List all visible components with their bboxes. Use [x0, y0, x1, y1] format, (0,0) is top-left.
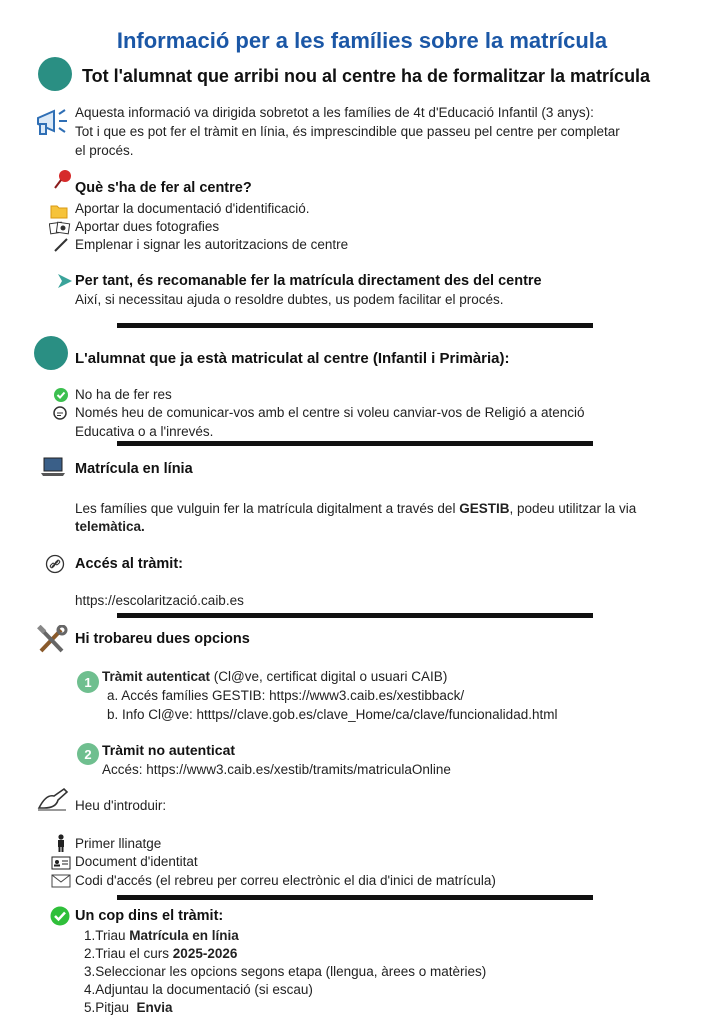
list-item: Document d'identitat — [75, 854, 198, 869]
envelope-icon — [51, 874, 71, 888]
pen-icon — [53, 237, 69, 253]
enter-label: Heu d'introduir: — [75, 798, 167, 813]
list-item: Emplenar i signar les autoritzacions de centre — [75, 237, 349, 252]
link-icon — [45, 554, 65, 574]
communicate-text-2: Educativa o a l'inrevés. — [75, 424, 214, 439]
intro-text-3: el procés. — [75, 143, 134, 158]
divider — [117, 323, 593, 328]
chat-icon — [52, 405, 68, 421]
step-item: 1.Triau Matrícula en línia — [84, 928, 239, 943]
list-item: Aportar dues fotografies — [75, 219, 220, 234]
inside-heading: Un cop dins el tràmit: — [75, 908, 224, 924]
step-item: 5.Pitjau Envia — [84, 1000, 173, 1015]
step-item: 3.Seleccionar les opcions segons etapa (llengua, àrees o matèries) — [84, 964, 487, 979]
option-number-badge: 1 — [77, 671, 99, 693]
online-text-2: telemàtica. — [75, 519, 145, 534]
person-icon — [55, 834, 67, 852]
page-title: Informació per a les famílies sobre la matrícula — [116, 28, 608, 53]
intro-text-1: Aquesta informació va dirigida sobretot a les famílies de 4t d'Educació Infantil (3 anys): — [75, 105, 594, 120]
step-item: 2.Triau el curs 2025-2026 — [84, 946, 238, 961]
online-heading: Matrícula en línia — [75, 461, 193, 477]
section-marker-circle — [34, 336, 68, 370]
photos-icon — [49, 220, 71, 236]
intro-text-2: Tot i que es pot fer el tràmit en línia, és imprescindible que passeu pel centre per completar — [75, 124, 620, 139]
no-action-text: No ha de fer res — [75, 387, 172, 402]
what-heading: Què s'ha de fer al centre? — [75, 180, 252, 196]
divider — [117, 613, 593, 618]
section1-heading: Tot l'alumnat que arribi nou al centre ha de formalitzar la matrícula — [82, 66, 651, 86]
writing-hand-icon — [36, 786, 70, 812]
section2-heading: L'alumnat que ja està matriculat al centre (Infantil i Primària): — [75, 350, 510, 367]
list-item: Primer llinatge — [75, 836, 162, 851]
option1-title: Tràmit autenticat (Cl@ve, certificat digital o usuari CAIB) — [102, 669, 448, 684]
divider — [117, 895, 593, 900]
access-url[interactable]: https://escolarització.caib.es — [75, 593, 244, 608]
pushpin-icon — [52, 168, 74, 190]
option2-access: Accés: https://www3.caib.es/xestib/tramits/matriculaOnline — [102, 762, 451, 777]
id-card-icon — [51, 856, 71, 870]
list-item: Aportar la documentació d'identificació. — [75, 201, 310, 216]
option2-title: Tràmit no autenticat — [102, 742, 236, 758]
arrow-right-icon — [56, 272, 74, 290]
step-item: 4.Adjuntau la documentació (si escau) — [84, 982, 313, 997]
tools-icon — [36, 625, 68, 655]
divider — [117, 441, 593, 446]
list-item: Codi d'accés (el rebreu per correu electrònic el dia d'inici de matrícula) — [75, 873, 496, 888]
check-circle-icon — [50, 906, 70, 926]
section-marker-circle — [38, 57, 72, 91]
laptop-icon — [40, 456, 66, 478]
communicate-text-1: Només heu de comunicar-vos amb el centre si voleu canviar-vos de Religió a atenció — [75, 405, 585, 420]
access-heading: Accés al tràmit: — [75, 556, 183, 572]
option1-item-b: b. Info Cl@ve: htttps//clave.gob.es/clave_Home/ca/clave/funcionalidad.html — [107, 707, 558, 722]
online-text-1: Les famílies que vulguin fer la matrícula digitalment a través del GESTIB, podeu utilitzar la via — [75, 501, 637, 516]
megaphone-icon — [34, 104, 72, 138]
folder-icon — [50, 203, 68, 219]
check-circle-icon — [54, 388, 68, 402]
options-heading: Hi trobareu dues opcions — [75, 631, 250, 647]
option-number-badge: 2 — [77, 743, 99, 765]
option1-item-a: a. Accés famílies GESTIB: https://www3.caib.es/xestibback/ — [107, 688, 465, 703]
recommend-heading: Per tant, és recomanable fer la matrícula directament des del centre — [75, 273, 542, 289]
recommend-text: Així, si necessitau ajuda o resoldre dubtes, us podem facilitar el procés. — [75, 292, 504, 307]
